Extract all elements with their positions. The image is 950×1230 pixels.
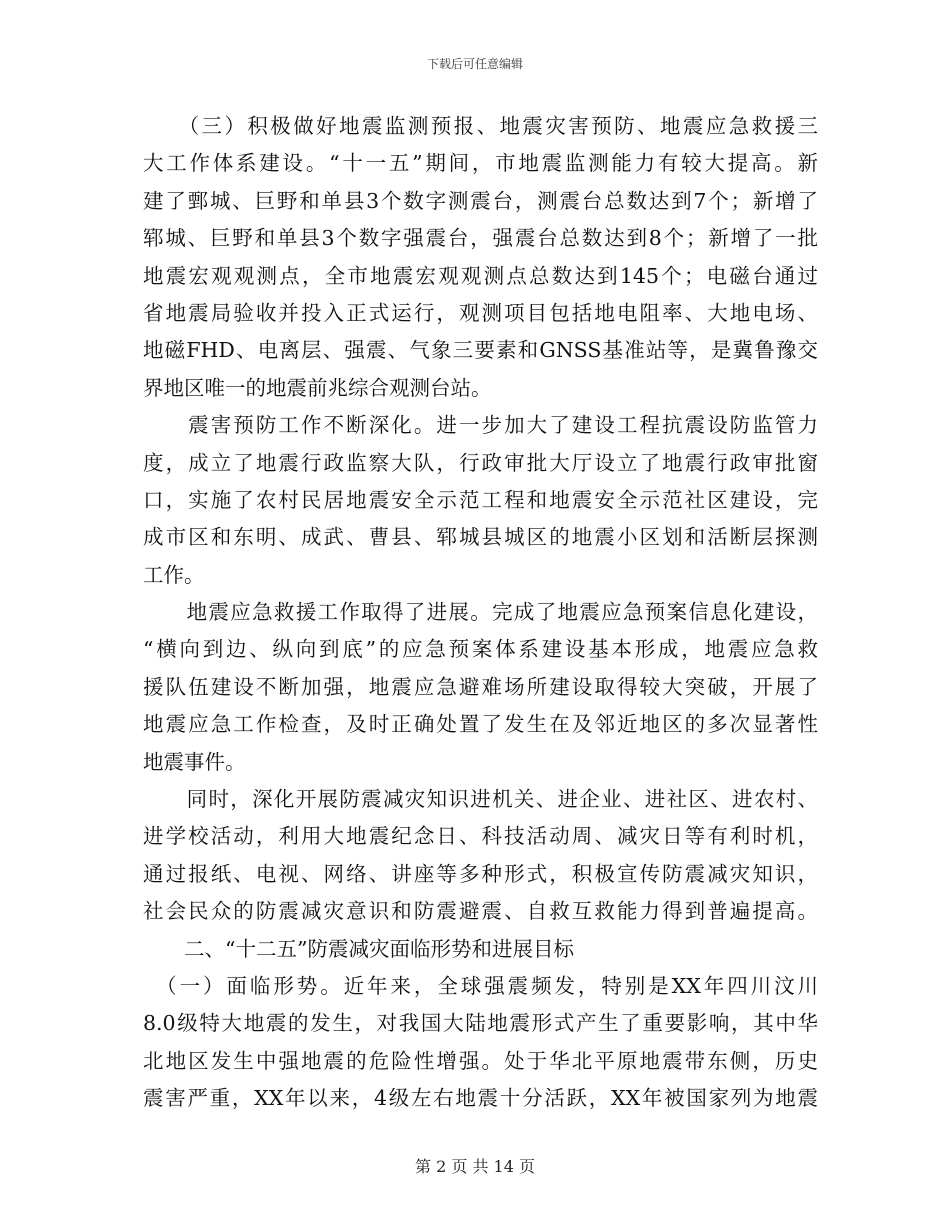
- text-line: 口，实施了农村民居地震安全示范工程和地震安全示范社区建设，完: [143, 487, 818, 512]
- text-line: 社会民众的防震减灾意识和防震避震、自救互救能力得到普遍提高。: [143, 899, 818, 924]
- text-line: 地震应急工作检查，及时正确处置了发生在及邻近地区的多次显著性: [143, 712, 818, 737]
- text-line: 地磁FHD、电离层、强震、气象三要素和GNSS基准站等，是冀鲁豫交: [143, 338, 818, 363]
- page-footer: 第 2 页 共 14 页: [415, 1157, 535, 1176]
- text-line: 同时，深化开展防震减灾知识进机关、进企业、进社区、进农村、: [143, 787, 818, 812]
- page-header: 下载后可任意编辑: [426, 57, 523, 71]
- text-line: 援队伍建设不断加强，地震应急避难场所建设取得较大突破，开展了: [143, 674, 818, 699]
- text-line: 建了鄄城、巨野和单县3个数字测震台，测震台总数达到7个；新增了: [143, 188, 818, 213]
- text-line: 工作。: [143, 562, 205, 587]
- text-line: 地震应急救援工作取得了进展。完成了地震应急预案信息化建设，: [143, 600, 818, 625]
- text-line: 震害预防工作不断深化。进一步加大了建设工程抗震设防监管力: [143, 413, 818, 438]
- text-line: 地震宏观观测点，全市地震宏观观测点总数达到145个；电磁台通过: [143, 263, 818, 288]
- text-line: 8.0级特大地震的发生，对我国大陆地震形式产生了重要影响，其中华: [143, 1011, 818, 1036]
- document-body: [143, 108, 818, 1118]
- text-line: 震害严重，XX年以来，4级左右地震十分活跃，XX年被国家列为地震: [143, 1086, 818, 1111]
- text-line: 省地震局验收并投入正式运行，观测项目包括地电阻率、大地电场、: [143, 300, 818, 325]
- text-line: 成市区和东明、成武、曹县、郓城县城区的地震小区划和活断层探测: [143, 525, 818, 550]
- text-line: “横向到边、纵向到底”的应急预案体系建设基本形成，地震应急救: [143, 637, 818, 662]
- text-line: 界地区唯一的地震前兆综合观测台站。: [143, 375, 492, 400]
- text-line: 地震事件。: [143, 749, 246, 774]
- text-line: 北地区发生中强地震的危险性增强。处于华北平原地震带东侧，历史: [143, 1048, 818, 1073]
- text-line: 度，成立了地震行政监察大队，行政审批大厅设立了地震行政审批窗: [143, 450, 818, 475]
- text-line: （三）积极做好地震监测预报、地震灾害预防、地震应急救援三: [143, 114, 818, 138]
- text-line: 郓城、巨野和单县3个数字强震台，强震台总数达到8个；新增了一批: [143, 226, 818, 251]
- text-line: 大工作体系建设。“十一五”期间，市地震监测能力有较大提高。新: [143, 151, 818, 176]
- text-line: 进学校活动，利用大地震纪念日、科技活动周、减灾日等有利时机，: [143, 824, 818, 849]
- text-line: 二、“十二五”防震减灾面临形势和进展目标: [143, 936, 574, 961]
- text-line: 通过报纸、电视、网络、讲座等多种形式，积极宣传防震减灾知识，: [143, 861, 818, 886]
- text-line: （一）面临形势。近年来，全球强震频发，特别是XX年四川汶川: [143, 973, 818, 998]
